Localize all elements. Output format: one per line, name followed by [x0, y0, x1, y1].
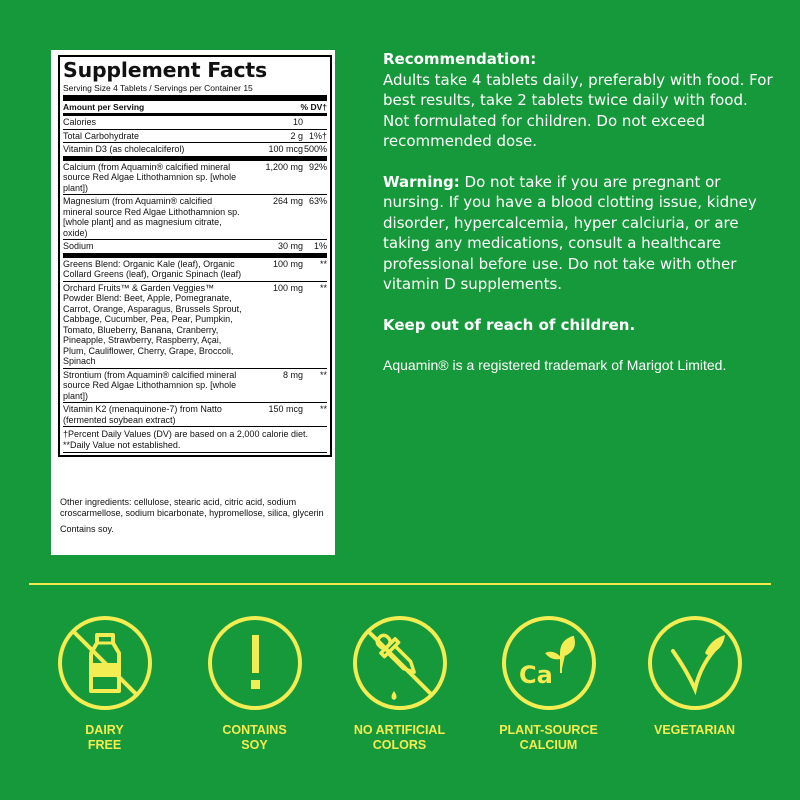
nutrient-name: Vitamin D3 (as cholecalciferol)	[63, 144, 185, 154]
facts-footnotes	[63, 427, 327, 453]
facts-row	[63, 258, 327, 282]
nutrient-amount: 150 mcg	[268, 404, 303, 414]
badge-plant-source-calcium	[496, 613, 601, 753]
recommendation-block	[383, 49, 773, 152]
warning-block	[383, 172, 773, 295]
facts-row	[63, 161, 327, 196]
supplement-facts-table	[58, 55, 332, 457]
badge-dairy-free	[52, 613, 157, 753]
badge-no-artificial-colors	[347, 613, 452, 753]
nutrient-dv: **	[319, 369, 327, 380]
section-divider	[29, 583, 771, 585]
facts-title: Supplement Facts	[63, 58, 268, 82]
nutrient-amount: 10	[292, 117, 303, 127]
nutrient-amount: 30 mg	[277, 241, 303, 251]
nutrient-amount: 1,200 mg	[265, 161, 303, 172]
nutrient-name: Strontium (from Aquamin® calcified mineral source Red Algae Lithothamnion sp. [whole plant])	[63, 369, 237, 401]
dropper-crossed-icon	[350, 613, 450, 713]
vegetarian-sprout-icon	[645, 613, 745, 713]
badge-label: DAIRY FREE	[85, 723, 124, 752]
nutrient-name: Calcium (from Aquamin® calcified mineral source Red Algae Lithothamnion sp. [whole plant])	[63, 161, 237, 193]
nutrient-name: Vitamin K2 (menaquinone-7) from Natto (fermented soybean extract)	[63, 404, 222, 425]
nutrient-name: Total Carbohydrate	[63, 130, 140, 141]
nutrient-name: Orchard Fruits™ & Garden Veggies™ Powder Blend: Beet, Apple, Pomegranate, Carrot, Orange, Asparagus, Brussels Sprout, Cabbage, Cucumber, Pea, Pear, Pumpkin, Tomato, Blueberry, Banana, Cranberry, Pineapple, Strawberry, Raspberry, Açai, Plum, Cauliflower, Cherry, Grape, Broccoli, Spinach	[63, 282, 242, 366]
header-amount: Amount per Serving	[63, 101, 145, 112]
facts-row	[63, 240, 327, 258]
facts-row	[63, 369, 327, 404]
facts-row	[63, 403, 327, 427]
nutrient-name: Greens Blend: Organic Kale (leaf), Organic Collard Greens (leaf), Organic Spinach (leaf)	[63, 258, 242, 279]
badge-label: NO ARTIFICIAL COLORS	[353, 723, 446, 752]
badge-vegetarian	[642, 613, 747, 738]
badge-label: VEGETARIAN	[653, 723, 736, 737]
facts-rows	[63, 116, 327, 427]
facts-other	[60, 497, 330, 541]
facts-row	[63, 130, 327, 144]
serving-info: Serving Size 4 Tablets / Servings per Container 15	[63, 83, 327, 101]
warning-heading: Warning:	[383, 172, 460, 191]
facts-row	[63, 282, 327, 369]
badge-label: PLANT-SOURCE CALCIUM	[499, 723, 598, 752]
trademark-notice: Aquamin® is a registered trademark of Marigot Limited.	[383, 357, 727, 373]
nutrient-dv: 92%	[308, 161, 327, 172]
svg-text:Ca: Ca	[518, 661, 553, 689]
header-dv: % DV†	[300, 101, 327, 112]
recommendation-text: Adults take 4 tablets daily, preferably with food. For best results, take 2 tablets twice daily with food. Not formulated for children. Do not exceed recommended dose.	[383, 70, 773, 150]
other-ingredients: Other ingredients: cellulose, stearic acid, citric acid, sodium croscarmellose, sodium bicarbonate, hypromellose, silica, glycerin	[60, 497, 324, 518]
footnote-dv: †Percent Daily Values (DV) are based on a 2,000 calorie diet.	[63, 429, 308, 439]
recommendation-heading: Recommendation:	[383, 50, 537, 68]
directions-text	[383, 49, 773, 396]
nutrient-dv: **	[319, 404, 327, 414]
footnote-not-established: **Daily Value not established.	[63, 439, 181, 450]
nutrient-dv: **	[319, 258, 327, 269]
nutrient-name: Magnesium (from Aquamin® calcified mineral source Red Algae Lithothamnion sp. [whole plant] and as magnesium citrate, oxide)	[63, 196, 240, 238]
nutrient-name: Sodium	[63, 241, 94, 251]
nutrient-amount: 100 mcg	[268, 144, 303, 154]
calcium-leaf-icon	[499, 613, 599, 713]
nutrient-amount: 8 mg	[282, 369, 303, 380]
supplement-facts-panel	[51, 50, 335, 555]
facts-row	[63, 195, 327, 240]
nutrient-amount: 2 g	[290, 130, 303, 141]
nutrient-dv: 1%†	[308, 130, 327, 141]
nutrient-dv	[303, 117, 327, 128]
exclamation-icon	[205, 613, 305, 713]
badge-contains-soy	[202, 613, 307, 753]
nutrient-dv: 1%	[313, 241, 327, 251]
milk-bottle-crossed-icon	[55, 613, 155, 713]
nutrient-dv: 500%	[303, 144, 327, 154]
nutrient-amount: 264 mg	[272, 196, 303, 206]
keep-out-notice: Keep out of reach of children.	[383, 315, 636, 334]
nutrient-name: Calories	[63, 117, 97, 127]
nutrient-amount: 100 mg	[272, 258, 303, 269]
nutrient-dv: 63%	[308, 196, 327, 206]
warning-text: Do not take if you are pregnant or nursing. If you have a blood clotting issue, kidney disorder, hypercalcemia, hyper calciuria, or are taking any medications, consult a healthcare professional before use. Do not take with other vitamin D supplements.	[383, 172, 757, 293]
facts-row	[63, 116, 327, 130]
facts-header	[63, 101, 327, 117]
badge-label: CONTAINS SOY	[222, 723, 287, 752]
nutrient-amount: 100 mg	[272, 282, 303, 293]
nutrient-dv: **	[319, 282, 327, 293]
facts-row	[63, 143, 327, 161]
allergen-statement: Contains soy.	[60, 524, 114, 534]
